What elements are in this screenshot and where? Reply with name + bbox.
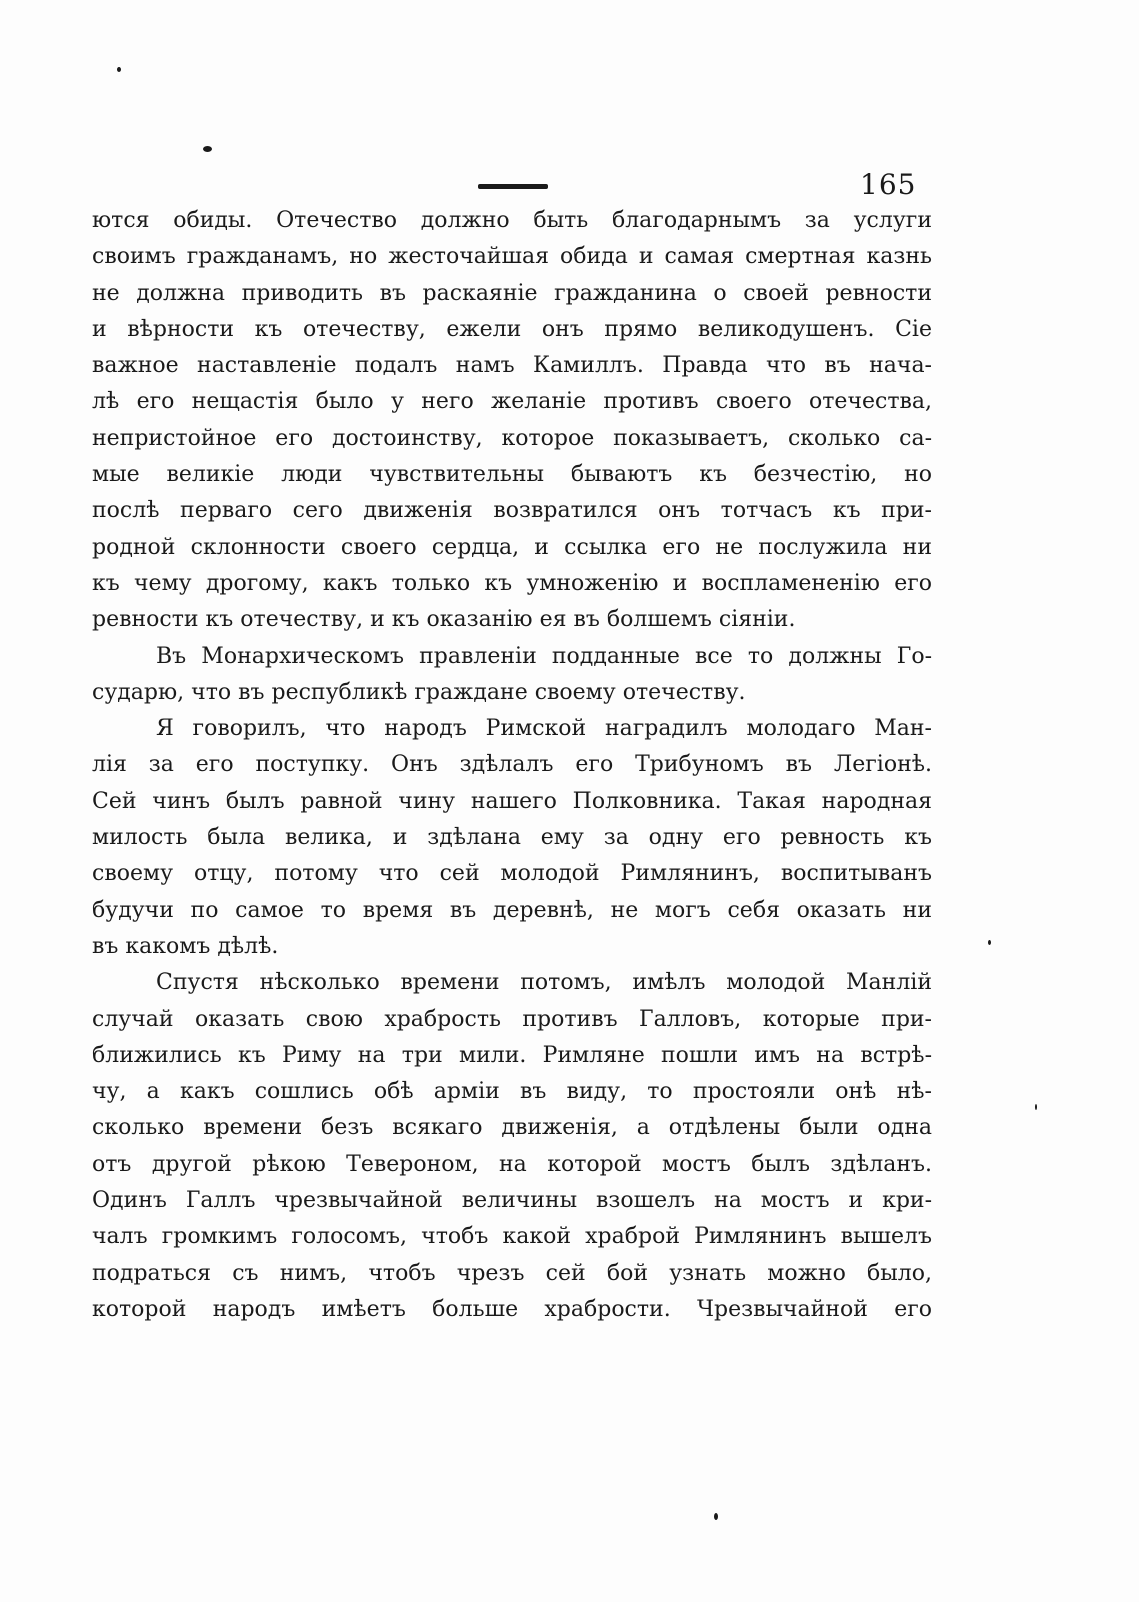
text-line: въ какомъ дѣлѣ. bbox=[92, 933, 279, 959]
text-line: непристойное его достоинству, которое показываетъ, сколько са- bbox=[92, 425, 932, 451]
text-line: Спустя нѣсколько времени потомъ, имѣлъ молодой Манлій bbox=[156, 970, 932, 996]
text-line: подраться съ нимъ, чтобъ чрезъ сей бой узнать можно было, bbox=[92, 1260, 932, 1286]
text-line: ближились къ Риму на три мили. Римляне пошли имъ на встрѣ- bbox=[92, 1042, 932, 1068]
text-line: лія за его поступку. Онъ здѣлалъ его Трибуномъ въ Легіонѣ. bbox=[92, 752, 932, 778]
text-line: Одинъ Галлъ чрезвычайной величины взошелъ на мостъ и кри- bbox=[92, 1188, 932, 1214]
text-line: своему отцу, потому что сей молодой Римлянинъ, воспитыванъ bbox=[92, 861, 932, 887]
text-line: милость была велика, и здѣлана ему за одну его ревность къ bbox=[92, 825, 932, 851]
ink-speck bbox=[1035, 1104, 1037, 1110]
ink-speck bbox=[714, 1513, 718, 1520]
ink-speck bbox=[988, 940, 991, 945]
text-line: своимъ гражданамъ, но жесточайшая обида и самая смертная казнь bbox=[92, 244, 932, 270]
ink-speck bbox=[117, 67, 121, 72]
text-line: не должна приводить въ раскаяніе гражданина о своей ревности bbox=[92, 280, 932, 306]
body-text bbox=[92, 203, 932, 1328]
text-line: мые великіе люди чувствительны бываютъ къ безчестію, но bbox=[92, 462, 932, 488]
header-rule bbox=[478, 184, 548, 189]
text-line: къ чему дрогому, какъ только къ умноженію и воспламененію его bbox=[92, 570, 932, 596]
text-line: и вѣрности къ отечеству, ежели онъ прямо великодушенъ. Сіе bbox=[92, 316, 932, 342]
text-line: ревности къ отечеству, и къ оказанію ея въ болшемъ сіяніи. bbox=[92, 607, 796, 633]
text-line: ются обиды. Отечество должно быть благодарнымъ за услуги bbox=[92, 208, 932, 233]
text-line: чалъ громкимъ голосомъ, чтобъ какой храброй Римлянинъ вышелъ bbox=[92, 1224, 932, 1250]
text-line: родной склонности своего сердца, и ссылка его не послужила ни bbox=[92, 534, 932, 560]
text-line: сколько времени безъ всякаго движенія, а отдѣлены были одна bbox=[92, 1115, 932, 1141]
text-line: важное наставленіе подалъ намъ Камиллъ. Правда что въ нача- bbox=[92, 353, 932, 379]
text-line: послѣ перваго сего движенія возвратился онъ тотчасъ къ при- bbox=[92, 498, 932, 524]
text-line: сударю, что въ республикѣ граждане своему отечеству. bbox=[92, 679, 746, 705]
text-line: отъ другой рѣкою Тевероном, на которой мостъ былъ здѣланъ. bbox=[92, 1151, 932, 1177]
text-line: будучи по самое то время въ деревнѣ, не могъ себя оказать ни bbox=[92, 897, 932, 923]
ink-speck bbox=[203, 146, 212, 152]
text-line: случай оказать свою храбрость противъ Галловъ, которые при- bbox=[92, 1006, 932, 1032]
text-line: чу, а какъ сошлись обѣ арміи въ виду, то простояли онѣ нѣ- bbox=[92, 1079, 932, 1105]
text-line: которой народъ имѣетъ больше храбрости. Чрезвычайной его bbox=[92, 1296, 932, 1322]
text-line: лѣ его нещастія было у него желаніе противъ своего отечества, bbox=[92, 389, 932, 415]
page-number: 165 bbox=[860, 168, 917, 201]
text-line: Сей чинъ былъ равной чину нашего Полковника. Такая народная bbox=[92, 788, 932, 814]
text-line: Въ Монархическомъ правленіи подданные все то должны Го- bbox=[156, 643, 932, 669]
text-line: Я говорилъ, что народъ Римской наградилъ молодаго Ман- bbox=[156, 716, 932, 742]
